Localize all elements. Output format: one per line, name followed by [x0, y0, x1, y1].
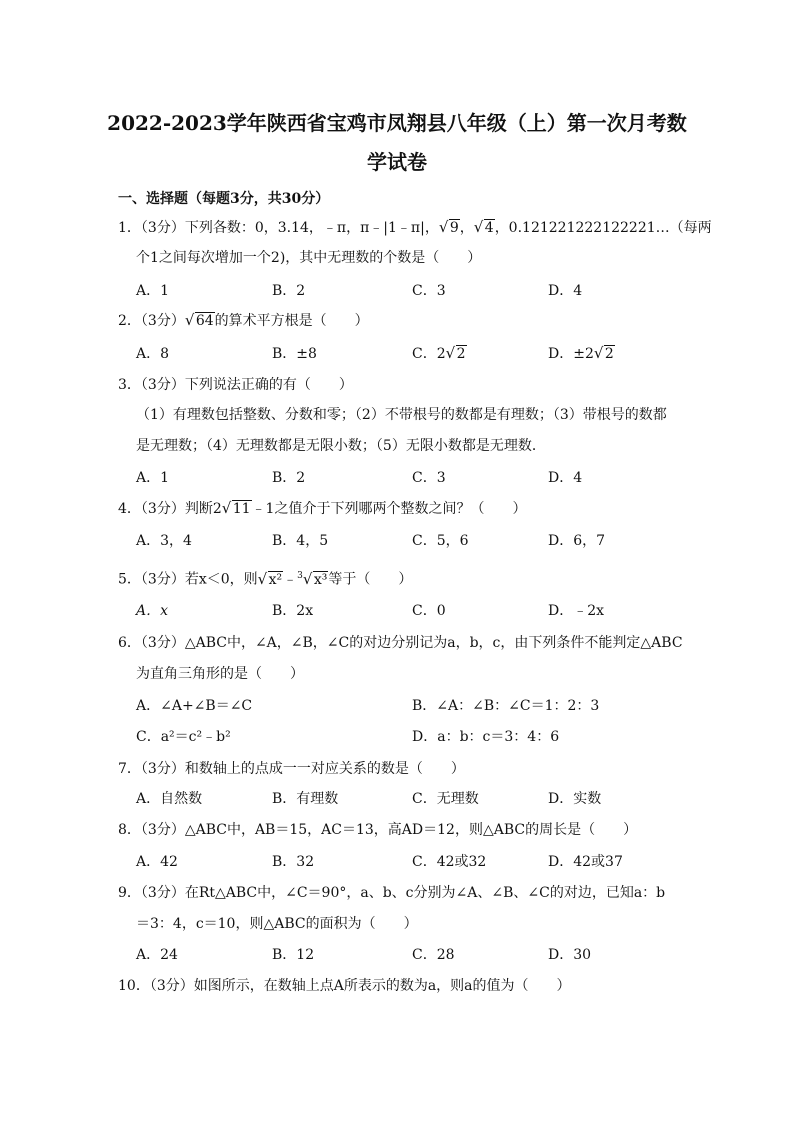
q1-sep: ，	[459, 220, 474, 236]
q8-option-b: B．32	[272, 854, 315, 870]
q5-option-b: B．2x	[272, 603, 314, 619]
q2-option-d-sqrt	[594, 344, 615, 364]
q9-option-a: A．24	[136, 947, 178, 963]
q1-option-d: D．4	[548, 283, 583, 299]
q5-option-c: C．0	[412, 603, 446, 619]
question-7: 7．（3分）和数轴上的点成一一对应关系的数是（ ）	[118, 761, 465, 777]
q8-option-a: A．42	[136, 854, 178, 870]
q2-option-c-text: C．2	[412, 346, 446, 362]
cube-root-index: 3	[297, 571, 303, 581]
question-10: 10．（3分）如图所示，在数轴上点A所表示的数为a，则a的值为（ ）	[118, 978, 571, 994]
cbrt-x-cubed-radicand: x³	[313, 571, 328, 588]
q1-option-b: B．2	[272, 283, 306, 299]
sqrt-64	[185, 311, 215, 331]
question-3-line2: （1）有理数包括整数、分数和零；（2）不带根号的数都是有理数；（3）带根号的数都	[136, 407, 667, 423]
q2-option-d-radicand: 2	[604, 346, 614, 362]
q3-option-a: A．1	[136, 470, 170, 486]
question-3-line3: 是无理数；（4）无理数都是无限小数；（5）无限小数都是无理数．	[136, 438, 546, 454]
question-5	[118, 566, 412, 590]
sqrt-64-radicand: 64	[195, 313, 214, 329]
exam-title-line2: 学试卷	[367, 150, 427, 174]
sqrt-11-radicand: 11	[232, 501, 251, 517]
q8-option-c: C．42或32	[412, 854, 487, 870]
q6-option-b: B．∠A：∠B：∠C＝1：2：3	[412, 698, 600, 714]
q6-option-d: D．a：b：c＝3：4：6	[412, 729, 560, 745]
q4-text-pre: 4．（3分）判断2	[118, 501, 222, 517]
q6-option-a: A．∠A+∠B＝∠C	[136, 698, 253, 714]
question-9-line2: ＝3：4，c＝10，则△ABC的面积为（ ）	[136, 916, 418, 932]
q7-option-b: B．有理数	[272, 791, 339, 807]
q7-option-c: C．无理数	[412, 791, 479, 807]
question-6-line1: 6．（3分）△ABC中，∠A，∠B，∠C的对边分别记为a，b，c，由下列条件不能判定△ABC	[118, 635, 683, 651]
question-8: 8．（3分）△ABC中，AB＝15，AC＝13，高AD＝12，则△ABC的周长是（ ）	[118, 822, 638, 838]
q4-option-a: A．3，4	[136, 533, 192, 549]
question-6-line2: 为直角三角形的是（ ）	[136, 666, 304, 682]
q5-minus: ﹣	[283, 571, 298, 588]
q7-option-a: A．自然数	[136, 791, 203, 807]
q1-text-pre: 1．（3分）下列各数：0，3.14，﹣π，π﹣|1﹣π|，	[118, 220, 439, 236]
q2-option-c-radicand: 2	[456, 346, 466, 362]
sqrt-x-squared	[258, 570, 284, 590]
cbrt-x-cubed	[303, 570, 329, 590]
question-1-line1	[118, 218, 712, 238]
q5-text-post: 等于（ ）	[328, 571, 413, 588]
q4-text-post: ﹣1之值介于下列哪两个整数之间？（ ）	[251, 501, 527, 517]
question-3-line1: 3．（3分）下列说法正确的有（ ）	[118, 377, 353, 393]
sqrt-x-squared-radicand: x²	[268, 571, 283, 588]
q5-text-pre: 5．（3分）若x＜0，则	[118, 571, 258, 588]
q1-option-c: C．3	[412, 283, 446, 299]
sqrt-11	[222, 499, 252, 519]
section-heading: 一、选择题（每题3分，共30分）	[118, 191, 330, 207]
q2-text-pre: 2．（3分）	[118, 313, 185, 329]
q1-text-post: ，0.121221222122221…（每两	[494, 220, 712, 236]
q4-option-d: D．6，7	[548, 533, 606, 549]
exam-title-line1: 2022-2023学年陕西省宝鸡市凤翔县八年级（上）第一次月考数	[107, 111, 687, 135]
question-9-line1: 9．（3分）在Rt△ABC中，∠C＝90°，a、b、c分别为∠A、∠B、∠C的对边，已知a：b	[118, 885, 666, 901]
q6-option-c: C．a²＝c²﹣b²	[136, 729, 231, 745]
q2-option-d-text: D．±2	[548, 346, 594, 362]
q9-option-b: B．12	[272, 947, 315, 963]
q2-option-c-sqrt	[446, 344, 467, 364]
sqrt-9	[439, 218, 460, 238]
q4-option-c: C．5，6	[412, 533, 469, 549]
q3-option-d: D．4	[548, 470, 583, 486]
q9-option-c: C．28	[412, 947, 455, 963]
q1-option-a: A．1	[136, 283, 170, 299]
q4-option-b: B．4，5	[272, 533, 329, 549]
q5-option-d: D．﹣2x	[548, 603, 605, 619]
sqrt-4-radicand: 4	[484, 220, 494, 236]
q2-text-post: 的算术平方根是（ ）	[214, 313, 369, 329]
question-2	[118, 311, 369, 331]
q3-option-c: C．3	[412, 470, 446, 486]
q2-option-d	[548, 344, 615, 364]
q2-option-b: B．±8	[272, 346, 317, 362]
question-1-line2: 个1之间每次增加一个2)，其中无理数的个数是（ ）	[136, 250, 482, 266]
q7-option-d: D．实数	[548, 791, 602, 807]
q3-option-b: B．2	[272, 470, 306, 486]
q2-option-c	[412, 344, 467, 364]
sqrt-9-radicand: 9	[449, 220, 459, 236]
sqrt-4	[474, 218, 495, 238]
q5-option-a: A．x	[136, 603, 169, 619]
q8-option-d: D．42或37	[548, 854, 623, 870]
q9-option-d: D．30	[548, 947, 592, 963]
question-4	[118, 499, 526, 519]
q2-option-a: A．8	[136, 346, 170, 362]
